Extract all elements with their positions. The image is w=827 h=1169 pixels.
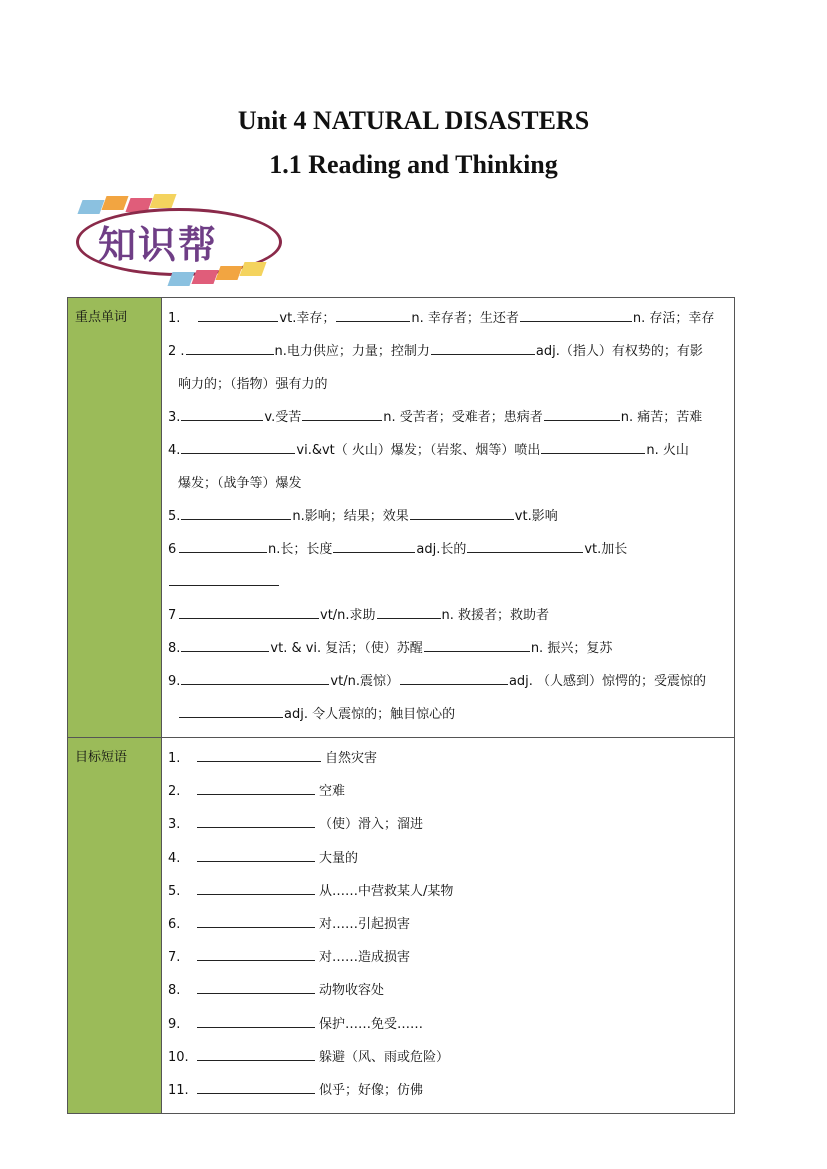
- phrases-label: 目标短语: [68, 738, 162, 1114]
- answer-blank[interactable]: [431, 340, 535, 355]
- vocab-number: 5.: [168, 509, 181, 524]
- answer-blank[interactable]: [197, 847, 315, 862]
- phrase-line: [168, 808, 728, 841]
- vocab-line: [168, 401, 728, 434]
- vocab-line: [168, 467, 728, 500]
- vocab-line: [168, 302, 728, 335]
- vocab-text: adj.（指人）有权势的；有影: [535, 344, 703, 359]
- phrase-line: [168, 1074, 728, 1107]
- study-table: [67, 297, 735, 1114]
- kite-icon: [149, 194, 176, 208]
- vocab-text: vt. & vi. 复活；（使）苏醒: [270, 641, 423, 656]
- phrase-meaning: 对……造成损害: [319, 950, 411, 966]
- answer-blank[interactable]: [179, 703, 283, 718]
- phrase-meaning: 空难: [319, 784, 346, 800]
- answer-blank[interactable]: [302, 406, 382, 421]
- vocab-line: [168, 368, 728, 401]
- phrase-number: 5.: [168, 883, 181, 899]
- vocab-text: n.电力供应；力量；控制力: [274, 344, 430, 359]
- phrase-meaning: 似乎；好像；仿佛: [319, 1082, 424, 1098]
- answer-blank[interactable]: [197, 1013, 315, 1028]
- vocab-line: [168, 434, 728, 467]
- phrase-meaning: （使）滑入；溜进: [319, 817, 424, 833]
- phrase-number: 2.: [168, 784, 181, 800]
- answer-blank[interactable]: [197, 913, 315, 928]
- vocab-line: [168, 632, 728, 665]
- answer-blank[interactable]: [377, 604, 441, 619]
- vocab-content: [162, 298, 735, 738]
- vocab-text: vi.&vt（ 火山）爆发；（岩浆、烟等）喷出: [296, 443, 541, 458]
- answer-blank[interactable]: [181, 670, 329, 685]
- phrase-meaning: 躲避（风、雨或危险）: [319, 1049, 450, 1065]
- answer-blank[interactable]: [179, 538, 267, 553]
- vocab-number: 6: [168, 542, 177, 557]
- answer-blank[interactable]: [197, 880, 315, 895]
- vocab-text: adj.长的: [416, 542, 467, 557]
- answer-blank[interactable]: [181, 505, 291, 520]
- vocab-text: 响力的；（指物）强有力的: [178, 377, 328, 392]
- vocab-text: n. 存活；幸存: [632, 311, 715, 326]
- phrases-row: [68, 738, 735, 1114]
- phrase-number: 6.: [168, 916, 181, 932]
- phrase-number: 8.: [168, 983, 181, 999]
- phrase-line: [168, 1008, 728, 1041]
- phrase-line: [168, 775, 728, 808]
- phrase-meaning: 动物收容处: [319, 983, 385, 999]
- phrases-content: [162, 738, 735, 1114]
- phrase-line: [168, 742, 728, 775]
- answer-blank[interactable]: [181, 637, 269, 652]
- vocab-number: 2 .: [168, 344, 185, 359]
- answer-blank[interactable]: [181, 439, 295, 454]
- answer-blank[interactable]: [520, 307, 632, 322]
- phrase-meaning: 对……引起损害: [319, 916, 411, 932]
- vocab-line: [168, 599, 728, 632]
- phrase-meaning: 自然灾害: [325, 751, 378, 766]
- answer-blank[interactable]: [186, 340, 274, 355]
- vocab-text: n.影响；结果；效果: [292, 509, 409, 524]
- kite-icon: [215, 266, 242, 280]
- vocab-number: 8.: [168, 641, 181, 656]
- vocab-text: adj. 令人震惊的；触目惊心的: [284, 707, 456, 722]
- vocab-text: 爆发；（战争等）爆发: [178, 476, 302, 491]
- answer-blank[interactable]: [179, 604, 319, 619]
- page-title: Unit 4 NATURAL DISASTERS: [237, 106, 590, 135]
- vocab-text: vt/n.求助: [320, 608, 376, 623]
- phrase-number: 10.: [168, 1049, 189, 1065]
- vocab-label: 重点单词: [68, 298, 162, 738]
- vocab-line: [168, 500, 728, 533]
- answer-blank[interactable]: [197, 1079, 315, 1094]
- answer-blank[interactable]: [197, 813, 315, 828]
- kite-icon: [101, 196, 128, 210]
- vocab-text: vt.幸存；: [279, 311, 336, 326]
- vocab-text: v.受苦: [264, 410, 302, 425]
- vocab-text: adj. （人感到）惊愕的；受震惊的: [508, 674, 707, 689]
- vocab-row: [68, 298, 735, 738]
- kite-icon: [239, 262, 266, 276]
- vocab-text: vt.加长: [584, 542, 628, 557]
- phrase-line: [168, 941, 728, 974]
- vocab-text: vt.影响: [514, 509, 558, 524]
- answer-blank[interactable]: [197, 780, 315, 795]
- phrase-line: [168, 1041, 728, 1074]
- vocab-number: 4.: [168, 443, 181, 458]
- vocab-number: 1.: [168, 311, 181, 326]
- phrase-line: [168, 974, 728, 1007]
- answer-blank[interactable]: [169, 571, 279, 586]
- phrase-number: 9.: [168, 1016, 181, 1032]
- phrase-line: [168, 842, 728, 875]
- answer-blank[interactable]: [333, 538, 415, 553]
- answer-blank[interactable]: [544, 406, 620, 421]
- vocab-text: n. 火山: [646, 443, 689, 458]
- answer-blank[interactable]: [541, 439, 645, 454]
- answer-blank[interactable]: [336, 307, 410, 322]
- answer-blank[interactable]: [410, 505, 514, 520]
- answer-blank[interactable]: [467, 538, 583, 553]
- vocab-text: n. 痛苦；苦难: [620, 410, 703, 425]
- vocab-text: n. 幸存者；生还者: [411, 311, 519, 326]
- answer-blank[interactable]: [198, 307, 278, 322]
- vocab-number: 3.: [168, 410, 181, 425]
- phrase-meaning: 大量的: [319, 850, 359, 866]
- phrase-number: 11.: [168, 1082, 189, 1098]
- answer-blank[interactable]: [197, 747, 321, 762]
- phrase-number: 4.: [168, 850, 181, 866]
- kite-icon: [191, 270, 218, 284]
- vocab-line: [168, 335, 728, 368]
- vocab-text: n. 受苦者；受难者；患病者: [383, 410, 543, 425]
- vocab-text: n. 救援者；救助者: [441, 608, 550, 623]
- phrase-number: 1.: [168, 751, 181, 766]
- phrase-line: [168, 908, 728, 941]
- answer-blank[interactable]: [400, 670, 508, 685]
- vocab-line: [168, 533, 728, 599]
- phrase-number: 3.: [168, 817, 181, 833]
- vocab-line: [168, 698, 728, 731]
- vocab-text: n.长；长度: [268, 542, 333, 557]
- answer-blank[interactable]: [181, 406, 263, 421]
- vocab-number: 9.: [168, 674, 181, 689]
- phrase-meaning: 从……中营救某人/某物: [319, 883, 454, 899]
- vocab-text: n. 振兴；复苏: [530, 641, 613, 656]
- answer-blank[interactable]: [197, 979, 315, 994]
- answer-blank[interactable]: [197, 1046, 315, 1061]
- answer-blank[interactable]: [197, 946, 315, 961]
- vocab-text: vt/n.震惊）: [330, 674, 399, 689]
- phrase-number: 7.: [168, 950, 181, 966]
- knowledge-logo: [70, 192, 285, 288]
- vocab-line: [168, 665, 728, 698]
- page-subtitle: 1.1 Reading and Thinking: [269, 150, 558, 179]
- answer-blank[interactable]: [424, 637, 530, 652]
- logo-text: 知识帮: [98, 223, 219, 267]
- phrase-line: [168, 875, 728, 908]
- phrase-meaning: 保护……免受……: [319, 1016, 424, 1032]
- vocab-number: 7: [168, 608, 177, 623]
- kite-icon: [77, 200, 104, 214]
